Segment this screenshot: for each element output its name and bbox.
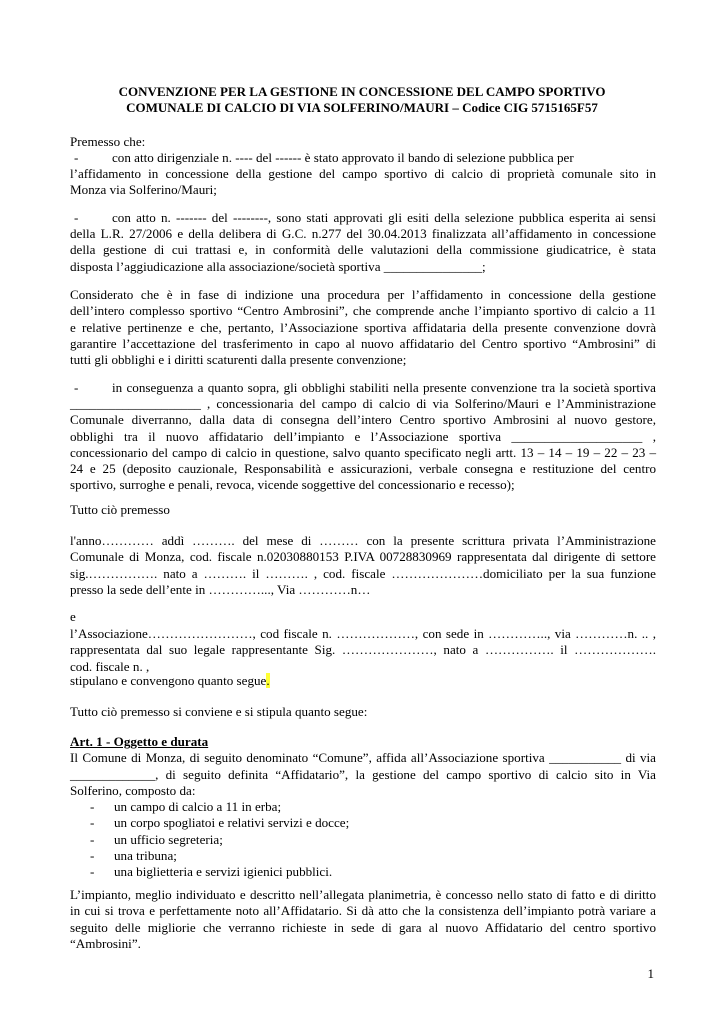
list-item xyxy=(90,848,349,864)
stipulano-text: stipulano e convengono quanto segue xyxy=(70,673,267,688)
text-line: in conseguenza a quanto sopra, gli obblighi stabiliti nella presente convenzione tra la società sportiva xyxy=(112,380,656,395)
considerato-paragraph xyxy=(70,287,656,368)
text-line: Solferino, composto da: xyxy=(70,782,196,798)
list-item xyxy=(90,832,349,848)
association-paragraph xyxy=(70,626,656,675)
text-line: in cui si trova e perfettamente noto all’Affidatario. Si dà atto che la consistenza dell’impianto potrà variare a xyxy=(70,903,656,919)
text-line: disposta l’aggiudicazione alla associazione/società sportiva _______________; xyxy=(70,258,486,274)
text-line: Monza via Solferino/Mauri; xyxy=(70,182,217,198)
bullet-dash: - xyxy=(90,799,95,814)
highlighted-period: . xyxy=(266,673,270,688)
text-line: sig.……………. nato a ………. il ………. , cod. fiscale …………………domiciliato per la sua funzione xyxy=(70,565,656,581)
text-line: l’Associazione……………………, cod fiscale n. ………………, con sede in ………….., via …………n. .. , xyxy=(70,626,656,641)
text-line: dell’intero complesso sportivo “Centro Ambrosini”, che comprende anche l’impianto sportivo di calcio a 11 xyxy=(70,303,656,319)
text-line: cod. fiscale n. , xyxy=(70,658,150,674)
text-line: e relative pertinenze e che, pertanto, l’Associazione sportiva affidataria della presente convenzione dovrà xyxy=(70,319,656,335)
text-line: “Ambrosini”. xyxy=(70,935,141,951)
text-line: l’affidamento in concessione della gestione del campo sportivo di calcio di proprietà comunale sito in xyxy=(70,166,656,181)
text-line: rappresentata dal suo legale rappresentante Sig. …………………, nato a ……………. il ………………. xyxy=(70,642,656,658)
list-item-text: una tribuna; xyxy=(114,847,177,863)
article-1-heading: Art. 1 - Oggetto e durata xyxy=(70,734,209,749)
premise-1-rest xyxy=(70,166,656,199)
bullet-dash: - xyxy=(90,847,95,863)
impianto-paragraph xyxy=(70,887,656,952)
text-line: obblighi tra il nuovo affidatario dell’impianto e l’Associazione sportiva ____________________ , xyxy=(70,428,656,444)
bullet-dash: - xyxy=(90,864,95,880)
text-line: con atto dirigenziale n. ---- del ------ è stato approvato il bando di selezione pubblica per xyxy=(112,150,574,165)
text-line: Comunale diverranno, dalla data di consegna dell’intero Centro sportivo Ambrosini al nuovo gestore, xyxy=(70,412,656,428)
text-line: della L.R. 27/2006 e della delibera di G.C. n.277 del 30.04.2013 finalizzata all’affidamento in concessione xyxy=(70,226,656,241)
premise-4-first xyxy=(112,380,656,396)
bullet-dash: - xyxy=(90,815,95,831)
dash-marker: - xyxy=(74,150,79,165)
premise-4-rest xyxy=(70,396,656,494)
title-line-2: COMUNALE DI CALCIO DI VIA SOLFERINO/MAURI – Codice CIG 5715165F57 xyxy=(126,100,598,115)
text-line: con atto n. ------- del --------, sono stati approvati gli esiti della selezione pubblica esperita ai sensi xyxy=(112,210,656,225)
parties-paragraph xyxy=(70,533,656,598)
text-line: della gestione di cui trattasi e, in conformità delle valutazioni della commissione giudicatrice, è stata xyxy=(70,242,656,258)
conjunction-e: e xyxy=(70,609,76,624)
list-item-text: un campo di calcio a 11 in erba; xyxy=(114,799,282,814)
text-line: Il Comune di Monza, di seguito denominato “Comune”, affida all’Associazione sportiva ___________ di via xyxy=(70,750,656,766)
article-1-heading-line xyxy=(70,734,656,750)
list-item xyxy=(90,799,349,815)
tutto-premesso-heading: Tutto ciò premesso xyxy=(70,502,170,517)
text-line: tutti gli obblighi e i diritti scaturenti dalla presente convenzione; xyxy=(70,352,407,368)
page-number: 1 xyxy=(647,966,654,981)
text-line: ____________________ , concessionaria del campo di calcio di via Solferino/Mauri e l’Amministrazione xyxy=(70,396,656,411)
title-line-1: CONVENZIONE PER LA GESTIONE IN CONCESSIONE DEL CAMPO SPORTIVO xyxy=(118,84,606,99)
stipulano-line xyxy=(70,673,654,689)
premise-1-first xyxy=(112,150,656,166)
tutto-premesso-2: Tutto ciò premesso si conviene e si stipula quanto segue: xyxy=(70,704,368,719)
list-item xyxy=(90,815,349,831)
list-item-text: un corpo spogliatoi e relativi servizi e docce; xyxy=(114,815,350,831)
text-line: sportivo, surroghe e penali, revoca, vicende soggettive del concessionario e recesso); xyxy=(70,477,515,493)
text-line: 24 e 25 (deposito cauzionale, Responsabilità e assicurazioni, verbale consegna e restituzione del centro xyxy=(70,461,656,477)
premise-2-first xyxy=(112,210,656,226)
text-line: garantire l’accettazione del trasferimento in capo al nuovo affidatario del Centro sportivo “Ambrosini” di xyxy=(70,335,656,351)
bullet-dash: - xyxy=(90,831,95,847)
text-line: _____________, di seguito definita “Affidatario”, la gestione del campo sportivo di calcio sito in Via xyxy=(70,766,656,782)
list-item xyxy=(90,864,349,880)
article-1 xyxy=(70,734,656,799)
dash-marker: - xyxy=(74,210,79,225)
text-line: concessionario del campo di calcio in questione, salvo quanto specificato negli artt. 13 – 14 – 19 – 22 – 23 – xyxy=(70,444,656,460)
document-title xyxy=(70,84,654,116)
premise-2-rest xyxy=(70,226,656,275)
text-line: Comunale di Monza, cod. fiscale n.02030880153 P.IVA 00728830969 rappresentata dal dirigente di settore xyxy=(70,549,656,565)
text-line: seguito delle migliorie che verranno richieste in sede di gara al nuovo Affidatario del centro sportivo xyxy=(70,919,656,935)
facilities-list xyxy=(90,799,349,880)
text-line: Considerato che è in fase di indizione una procedura per l’affidamento in concessione della gestione xyxy=(70,287,656,302)
premesso-heading: Premesso che: xyxy=(70,134,146,149)
dash-marker: - xyxy=(74,380,79,395)
list-item-text: una biglietteria e servizi igienici pubblici. xyxy=(114,864,333,880)
text-line: L’impianto, meglio individuato e descritto nell’allegata planimetria, è concesso nello stato di fatto e di diritto xyxy=(70,887,656,902)
list-item-text: un ufficio segreteria; xyxy=(114,831,223,847)
text-line: l'anno………… addì ………. del mese di ……… con la presente scrittura privata l’Amministrazione xyxy=(70,533,656,548)
text-line: presso la sede dell’ente in …………..., Via …………n… xyxy=(70,581,371,597)
